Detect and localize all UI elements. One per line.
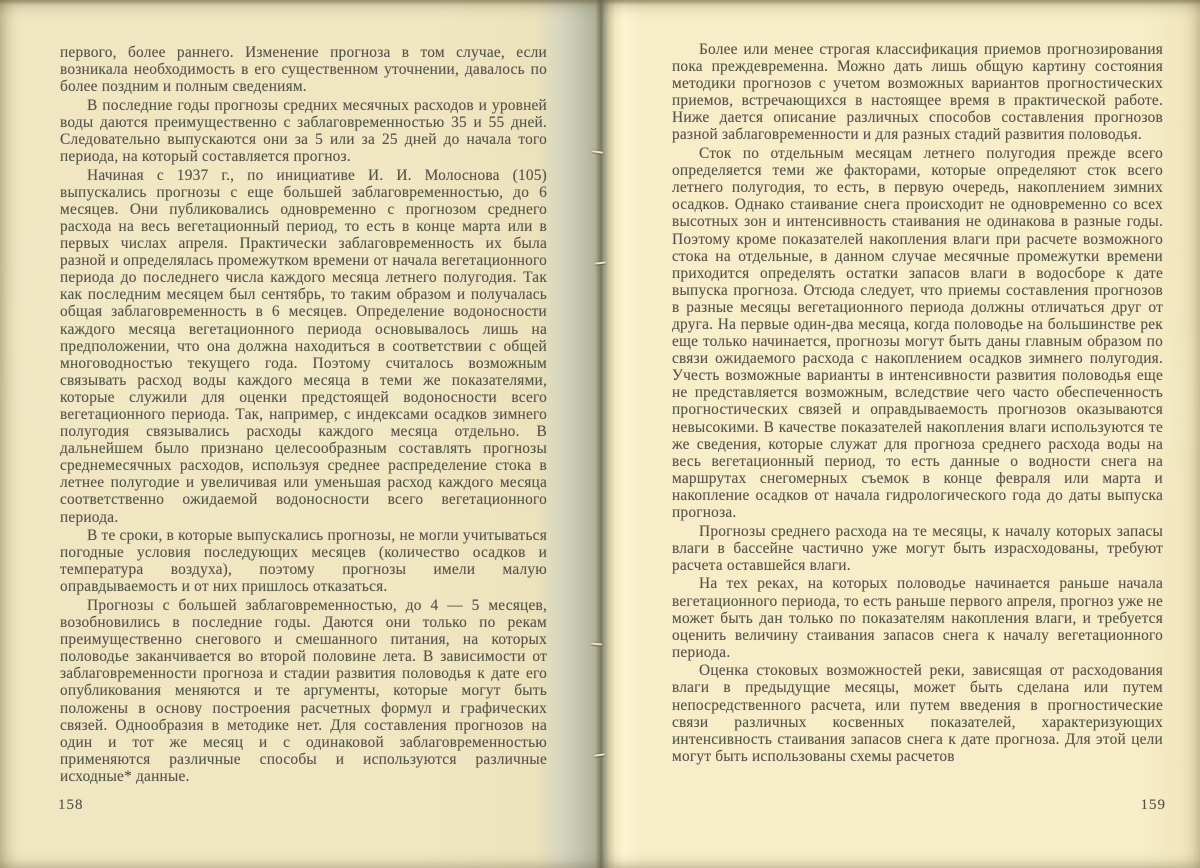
- left-page-text: [60, 44, 547, 787]
- binding-stitch: [592, 150, 603, 154]
- paragraph: Прогнозы с большей заблаговременностью, до 4 — 5 месяцев, возобновились в последние годы. Даются они только по рекам преимущественно снегового и смешанного питания, на которых половодье заканчивается во второй половине лета. В зависимости от заблаговременности прогноза и стадии развития половодья к дате его опубликования меняются и те аргументы, которые могут быть положены в основу построения расчетных формул и графических связей. Однообразия в методике нет. Для составления прогнозов на один и тот же месяц и с одинаковой заблаговременностью применяются различные способы и используются различные исходные* данные.: [60, 597, 547, 785]
- paragraph: Оценка стоковых возможностей реки, зависящая от расходования влаги в предыдущие месяцы, может быть сделана или путем непосредственного расчета, или путем введения в прогностические связи различных косвенных показателей, характеризующих интенсивность стаивания запасов снега к дате прогноза. Для этой цели могут быть использованы схемы расчетов: [672, 662, 1163, 765]
- paragraph: Более или менее строгая классификация приемов прогнозирования пока преждевременна. Можно дать лишь общую картину состояния методики прогнозов с учетом возможных вариантов прогностических приемов, встречающихся в настоящее время в практической работе. Ниже дается описание различных способов составления прогнозов разной заблаговременности и для разных стадий развития половодья.: [672, 41, 1163, 144]
- paragraph: Прогнозы среднего расхода на те месяцы, к началу которых запасы влаги в бассейне частично уже могут быть израсходованы, требуют расчета оставшейся влаги.: [672, 522, 1163, 574]
- binding-stitch: [594, 753, 605, 757]
- page-number-right: 159: [1140, 797, 1166, 813]
- right-page-text: [672, 41, 1163, 766]
- binding-stitch: [595, 261, 606, 264]
- page-top-shadow: [0, 0, 1200, 5]
- binding-stitch: [591, 643, 602, 646]
- page-number-left: 158: [58, 797, 84, 813]
- paragraph: На тех реках, на которых половодье начинается раньше начала вегетационного периода, то есть раньше первого апреля, прогноз уже не может быть дан только по показателям накопления влаги, и требуется оценить величину стаивания запасов снега к началу вегетационного периода.: [672, 575, 1163, 661]
- paragraph: В последние годы прогнозы средних месячных расходов и уровней воды даются преимущественно с заблаговременностью 35 и 55 дней. Следовательно выпускаются они за 5 или за 25 дней до начала того периода, на который составляется прогноз.: [60, 96, 547, 166]
- paragraph: Начиная с 1937 г., по инициативе И. И. Молоснова (105) выпускались прогнозы с еще большей заблаговременностью, до 6 месяцев. Они публиковались одновременно с прогнозом среднего расхода на весь вегетационный период, то есть в конце марта или в первых числах апреля. Практически заблаговременность их была разной и определялась промежутком времени от начала вегетационного периода до последнего числа каждого месяца летнего полугодия. Так как последним месяцем был сентябрь, то таким образом и получалась общая заблаговременность в 6 месяцев. Определение водоносности каждого месяца вегетационного периода основывалось лишь на предположении, что она должна находиться в соответствии с общей многоводностью текущего года. Поэтому считалось возможным связывать расход воды каждого месяца в теми же показателями, которые служили для оценки предстоящей водоносности всего вегетационного периода. Так, например, с индексами осадков зимнего полугодия связывались расходы каждого месяца отдельно. В дальнейшем было признано целесообразным составлять прогнозы среднемесячных расходов, используя среднее распределение стока в летнее полугодие и увеличивая или уменьшая расход каждого месяца соответственно ожидаемой водоносности всего вегетационного периода.: [60, 166, 547, 526]
- paragraph: Сток по отдельным месяцам летнего полугодия прежде всего определяется теми же факторами, которые определяют сток всего летнего полугодия, то есть, в первую очередь, накоплением зимних осадков. Однако стаивание снега происходит не одновременно со всех высотных зон и интенсивность стаивания не одинакова в разные годы. Поэтому кроме показателей накопления влаги при расчете возможного стока на отдельные, в данном случае месячные промежутки времени приходится определять остатки запасов влаги в водосборе к дате выпуска прогноза. Отсюда следует, что приемы составления прогнозов в разные месяцы вегетационного периода должны отличаться друг от друга. На первые один-два месяца, когда половодье на большинстве рек еще только начинается, прогнозы могут быть даны главным образом по связи ожидаемого расхода с накоплением осадков зимнего полугодия. Учесть возможные варианты в интенсивности развития половодья еще не представляется возможным, вследствие чего часто обеспеченность прогностических связей и оправдываемость прогнозов оказываются невысокими. В качестве показателей накопления влаги используются те же сведения, которые служат для прогноза среднего расхода воды на весь вегетационный период, то есть данные о водности снега на маршрутах снегомерных съемок в конце февраля или марта и накопление осадков от начала гидрологического года до даты выпуска прогноза.: [672, 145, 1163, 522]
- paragraph: В те сроки, в которые выпускались прогнозы, не могли учитываться погодные условия последующих месяцев (количество осадков и температура воздуха), поэтому прогнозы имели малую оправдываемость и от них пришлось отказаться.: [60, 527, 547, 596]
- paragraph: первого, более раннего. Изменение прогноза в том случае, если возникала необходимость в его существенном уточнении, давалось по более поздним и полным сведениям.: [60, 44, 547, 96]
